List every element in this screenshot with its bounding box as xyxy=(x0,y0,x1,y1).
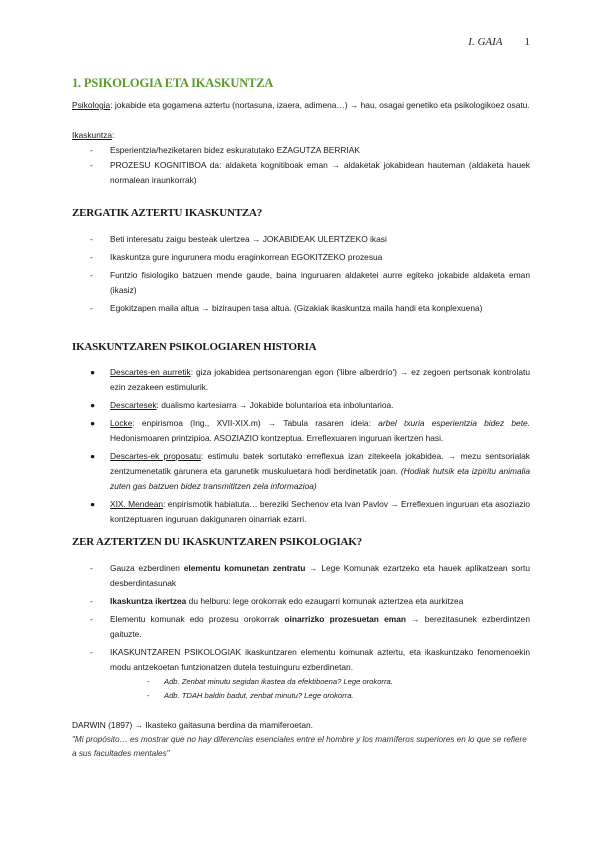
list-item-text: Funtzio fisiologiko batzuen mende gaude, baina inguruaren aldaketei aurre egiteko jokabide aldaketa eman (ikasiz) xyxy=(110,270,530,295)
list-item: - IKASKUNTZAREN PSIKOLOGIAK ikaskuntzaren elementu komunak aztertu, eta ikaskuntzako fenomenoekin modu antzekoetan funtzionatzen dutela testuinguru ezberdinetan. - Adb. Zenbat minutu segidan ikastea da efektiboena? Lege orokorra. - Adb. TDAH baldin badut, zenbat minutu? Lege orokorra. xyxy=(72,645,530,703)
list-item-text-2: Hedonismoaren printzipioa. ASOZIAZIO kontzeptua. Erreflexuaren inguruan ikertzen hasi. xyxy=(110,433,444,443)
darwin-line: DARWIN (1897) → Ikasteko gaitasuna berdina da mamiferoetan. xyxy=(72,720,313,730)
list-item-text: Ikaskuntza gure ingurunera modu eraginkorrean EGOKITZEKO prozesua xyxy=(110,252,383,262)
list-item: ● Locke: enpirismoa (Ing., XVII-XIX.m) → Tabula rasaren ideia: arbel txuria esperientzia bidez bete. Hedonismoaren printzipioa. ASOZIAZIO kontzeptua. Erreflexuaren inguruan ikertzen hasi. xyxy=(90,418,531,443)
list-item-text: Esperientzia/heziketaren bidez eskuratutako EZAGUTZA BERRIAK xyxy=(110,145,360,155)
sub-list-item: - Adb. TDAH baldin badut, zenbat minutu? Lege orokorra. xyxy=(147,691,354,700)
zer-aztertzen-list xyxy=(72,561,530,706)
list-item-pre: Elementu komunak edo prozesu orokorrak xyxy=(110,614,285,624)
list-item-post: → Lege Komunak ezartzeko eta hauek aplikatzean sortu desberdintasunak xyxy=(110,563,530,588)
page-number: 1 xyxy=(524,36,530,48)
list-item-post: du helburu: lege orokorrak edo ezaugarri komunak aztertzea eta aurkitzea xyxy=(186,596,464,606)
list-item: - Gauza ezberdinen elementu komunetan zentratu → Lege Komunak ezartzeko eta hauek aplikatzean sortu desberdintasunak xyxy=(90,563,530,588)
list-item-label: Locke xyxy=(110,418,133,428)
section-title-psikologia-eta-ikaskuntza: 1. PSIKOLOGIA ETA IKASKUNTZA xyxy=(72,76,274,90)
list-item-pre: Gauza ezberdinen xyxy=(110,563,184,573)
list-item: - Funtzio fisiologiko batzuen mende gaude, baina inguruaren aldaketei aurre egiteko jokabide aldaketa eman (ikasiz) xyxy=(90,270,530,295)
list-item-label: Descartes-ek proposatu xyxy=(110,451,201,461)
list-item: - Esperientzia/heziketaren bidez eskuratutako EZAGUTZA BERRIAK xyxy=(90,145,360,155)
section-title-zergatik: ZERGATIK AZTERTU IKASKUNTZA? xyxy=(72,207,263,219)
list-item-text: Beti interesatu zaigu besteak ulertzea → JOKABIDEAK ULERTZEKO ikasi xyxy=(110,234,387,244)
list-item-text: : giza jokabidea pertsonarengan egon ('libre alberdrío') → ez zegoen pertsonak kontrolatu ezin zezakeen estimulurik. xyxy=(110,367,531,392)
historia-list xyxy=(72,365,530,530)
zergatik-list xyxy=(72,232,530,319)
list-item: - Beti interesatu zaigu besteak ulertzea → JOKABIDEAK ULERTZEKO ikasi xyxy=(90,234,387,244)
list-item-text: : enpirismotik habiatuta… bereziki Sechenov eta Ivan Pavlov → Erreflexuen inguruan eta asoziazio kontzeptuaren inguruan dakigunaren oinarriak ezarri. xyxy=(110,499,531,524)
page-header xyxy=(468,36,530,48)
list-item-text: : estimulu batek sortutako erreflexua izan zitekeela jokabidea. → mezu sentsorialak zentzumenetatik garunera eta garunetik muskuluetara hodi berdinetatik joan. xyxy=(110,451,530,476)
list-item-post: → berezitasunek ezberdintzen gaituzte. xyxy=(110,614,530,639)
list-item-bold: elementu komunetan zentratu xyxy=(183,563,306,573)
definition-psikologia xyxy=(72,98,530,113)
sub-list xyxy=(110,675,530,703)
list-item-label: Descartes-en aurretik xyxy=(110,367,191,377)
section-title-historia: IKASKUNTZAREN PSIKOLOGIAREN HISTORIA xyxy=(72,341,317,353)
list-item: ● XIX. Mendean: enpirismotik habiatuta… bereziki Sechenov eta Ivan Pavlov → Erreflexuen inguruan eta asoziazio kontzeptuaren inguruan dakigunaren oinarriak ezarri. xyxy=(90,499,531,524)
list-item-label: XIX. Mendean xyxy=(110,499,164,509)
list-item-text: : enpirismoa (Ing., XVII-XIX.m) → Tabula rasaren ideia: xyxy=(132,418,379,428)
definition-psikologia-text: : jokabide eta gogamena aztertu (nortasuna, izaera, adimena…) → hau, osagai genetiko eta psikologikoez osatu. xyxy=(110,100,530,110)
list-item-label: Descartesek xyxy=(110,400,157,410)
list-item: - Egokitzapen maila altua → biziraupen tasa altua. (Gizakiak ikaskuntza maila handi eta konplexuena) xyxy=(90,303,483,313)
list-item: ● Descartes-ek proposatu: estimulu batek sortutako erreflexua izan zitekeela jokabidea. → mezu sentsorialak zentzumenetatik garunera eta garunetik muskuluetara hodi berdinetatik joan. (Hodiak hutsik eta izpiritu animalia zuten gas batzuen bidez transmititzen zela informazioa) xyxy=(90,451,531,491)
list-item: - Ikaskuntza ikertzea du helburu: lege orokorrak edo ezaugarri komunak aztertzea eta aurkitzea xyxy=(90,596,464,606)
list-item-italic: (Hodiak hutsik eta izpiritu animalia zuten gas batzuen bidez transmititzen zela informazioa) xyxy=(110,466,531,491)
sub-list-item: - Adb. Zenbat minutu segidan ikastea da efektiboena? Lege orokorra. xyxy=(147,677,393,686)
list-item: ● Descartes-en aurretik: giza jokabidea pertsonarengan egon ('libre alberdrío') → ez zegoen pertsonak kontrolatu ezin zezakeen estimulurik. xyxy=(90,367,531,392)
list-item-bold: oinarrizko prozesuetan eman xyxy=(284,614,406,624)
term-ikaskuntza-colon: : xyxy=(112,130,115,140)
term-psikologia: Psikologia xyxy=(72,100,111,110)
list-item: ● Descartesek: dualismo kartesiarra → Jokabide boluntarioa eta inboluntarioa. xyxy=(90,400,394,410)
term-ikaskuntza: Ikaskuntza xyxy=(72,130,113,140)
list-item: - PROZESU KOGNITIBOA da: aldaketa kognitiboak eman → aldaketak jokabidean hauteman (aldaketa hauek normalean iraunkorrak) xyxy=(90,160,530,185)
list-item-text: : dualismo kartesiarra → Jokabide boluntarioa eta inboluntarioa. xyxy=(156,400,394,410)
ikaskuntza-list xyxy=(72,143,530,188)
darwin-quote: "Mi propósito… es mostrar que no hay diferencias esenciales entre el hombre y los mamíferos superiores en lo que se refiere a sus facultades mentales" xyxy=(72,735,527,758)
sub-list-item-text: Adb. TDAH baldin badut, zenbat minutu? Lege orokorra. xyxy=(164,691,354,700)
list-item-italic: arbel txuria esperientzia bidez bete. xyxy=(378,418,531,428)
list-item-pre: IKASKUNTZAREN PSIKOLOGIAK ikaskuntzaren elementu komunak aztertu, eta ikaskuntzako fenomenoekin modu antzekoetan funtzionatzen dutela testuinguru ezberdinetan. xyxy=(110,647,530,672)
list-item: - Elementu komunak edo prozesu orokorrak oinarrizko prozesuetan eman → berezitasunek ezberdintzen gaituzte. xyxy=(90,614,530,639)
sub-list-item-text: Adb. Zenbat minutu segidan ikastea da efektiboena? Lege orokorra. xyxy=(164,677,393,686)
section-title-zer-aztertzen: ZER AZTERTZEN DU IKASKUNTZAREN PSIKOLOGIAK? xyxy=(72,536,362,548)
list-item: - Ikaskuntza gure ingurunera modu eraginkorrean EGOKITZEKO prozesua xyxy=(90,252,383,262)
list-item-bold: Ikaskuntza ikertzea xyxy=(110,596,187,606)
header-title: I. GAIA xyxy=(468,36,503,48)
list-item-text: PROZESU KOGNITIBOA da: aldaketa kognitiboak eman → aldaketak jokabidean hauteman (aldaketa hauek normalean iraunkorrak) xyxy=(110,160,530,185)
definition-ikaskuntza xyxy=(72,128,530,143)
list-item-text: Egokitzapen maila altua → biziraupen tasa altua. (Gizakiak ikaskuntza maila handi eta konplexuena) xyxy=(110,303,483,313)
